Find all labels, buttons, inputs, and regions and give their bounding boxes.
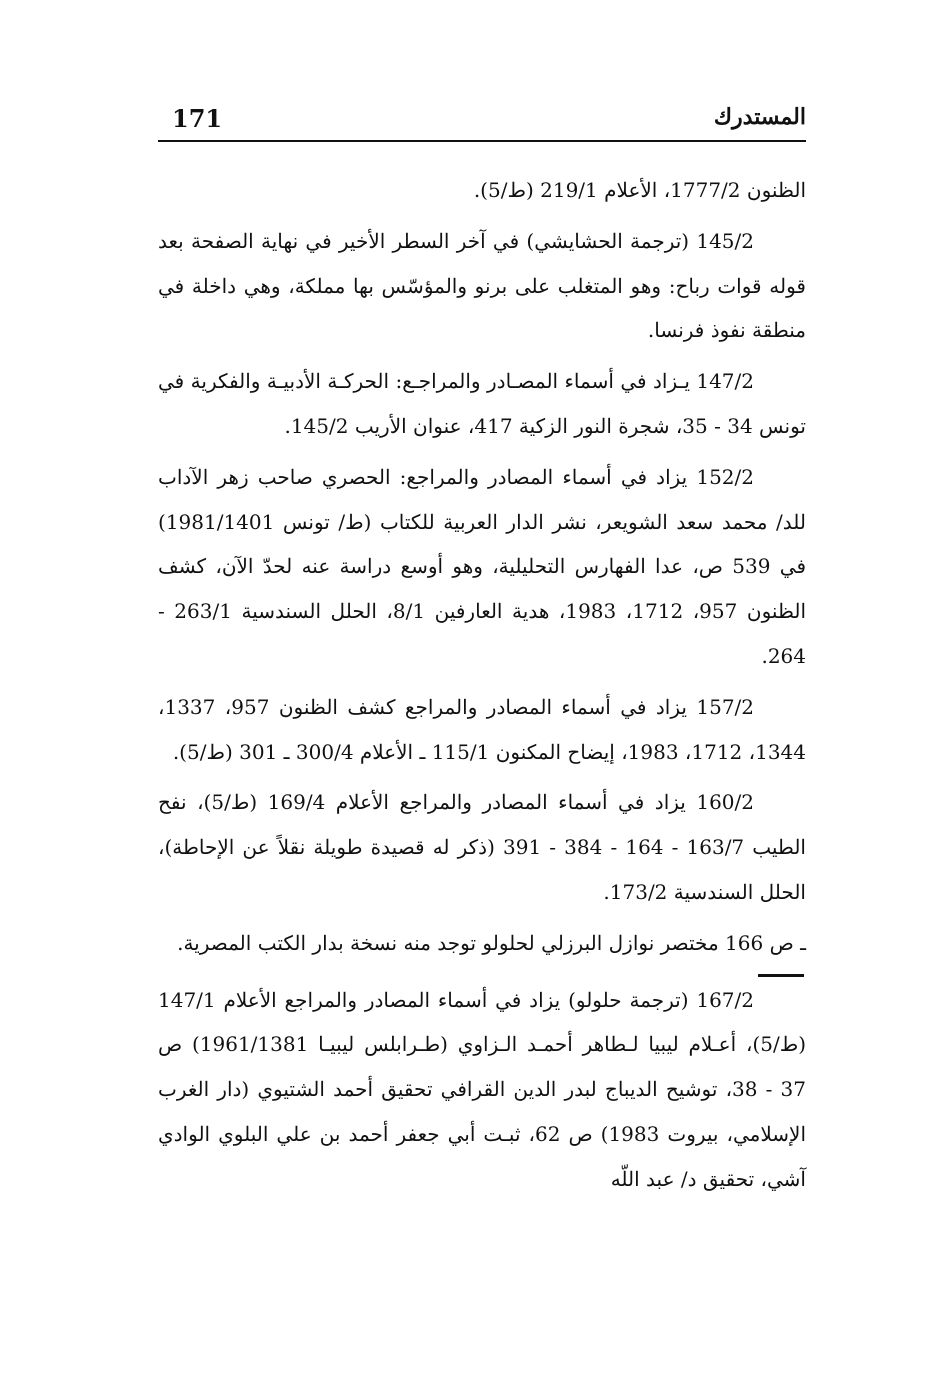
body-text xyxy=(158,168,806,1208)
paragraph: 147/2 يـزاد في أسماء المصـادر والمراجـع: الحركـة الأدبيـة والفكرية في تونس 34 - 35، شجرة النور الزكية 417، عنوان الأريب 145/2. xyxy=(158,369,806,438)
short-rule xyxy=(758,974,804,977)
paragraph: 145/2 (ترجمة الحشايشي) في آخر السطر الأخير في نهاية الصفحة بعد قوله قوات رباح: وهو المتغلب على برنو والمؤسّس بها مملكة، وهي داخلة في منطقة نفوذ فرنسا. xyxy=(158,228,806,343)
paragraph: الظنون 1777/2، الأعلام 219/1 (ط/5). xyxy=(473,178,806,202)
page-header xyxy=(158,98,806,140)
page-number: 171 xyxy=(172,104,223,133)
header-rule xyxy=(158,140,806,142)
paragraph: 157/2 يزاد في أسماء المصادر والمراجع كشف الظنون 957، 1337، 1344، 1712، 1983، إيضاح المكنون 115/1 ـ الأعلام 300/4 ـ 301 (ط/5). xyxy=(158,694,806,764)
paragraph: 167/2 (ترجمة حلولو) يزاد في أسماء المصادر والمراجع الأعلام 147/1 (ط/5)، أعـلام ليبيا لـطاهر أحمـد الـزاوي (طـرابلس ليبيـا 1961/1381) ص 37 - 38، توشيح الديباج لبدر الدين القرافي تحقيق أحمد الشتيوي (دار الغرب الإسلامي، بيروت 1983) ص 62، ثبـت أبي جعفر أحمد بن علي البلوي الوادي آشي، تحقيق د/ عبد اللّه xyxy=(158,987,806,1191)
section-rule xyxy=(158,972,806,978)
running-title: المستدرك xyxy=(713,104,806,130)
paragraph: 152/2 يزاد في أسماء المصادر والمراجع: الحصري صاحب زهر الآداب للد/ محمد سعد الشويعر، نشر الدار العربية للكتاب (ط/ تونس 1981/1401) في 539 ص، عدا الفهارس التحليلية، وهو أوسع دراسة عنه لحدّ الآن، كشف الظنون 957، 1712، 1983، هدية العارفين 8/1، الحلل السندسية 263/1 - 264. xyxy=(158,464,807,668)
paragraph: 160/2 يزاد في أسماء المصادر والمراجع الأعلام 169/4 (ط/5)، نفح الطيب 163/7 - 164 - 384 - 391 (ذكر له قصيدة طويلة نقلاً عن الإحاطة)، الحلل السندسية 173/2. xyxy=(158,790,806,904)
paragraph: ـ ص 166 مختصر نوازل البرزلي لحلولو توجد منه نسخة بدار الكتب المصرية. xyxy=(177,930,806,955)
